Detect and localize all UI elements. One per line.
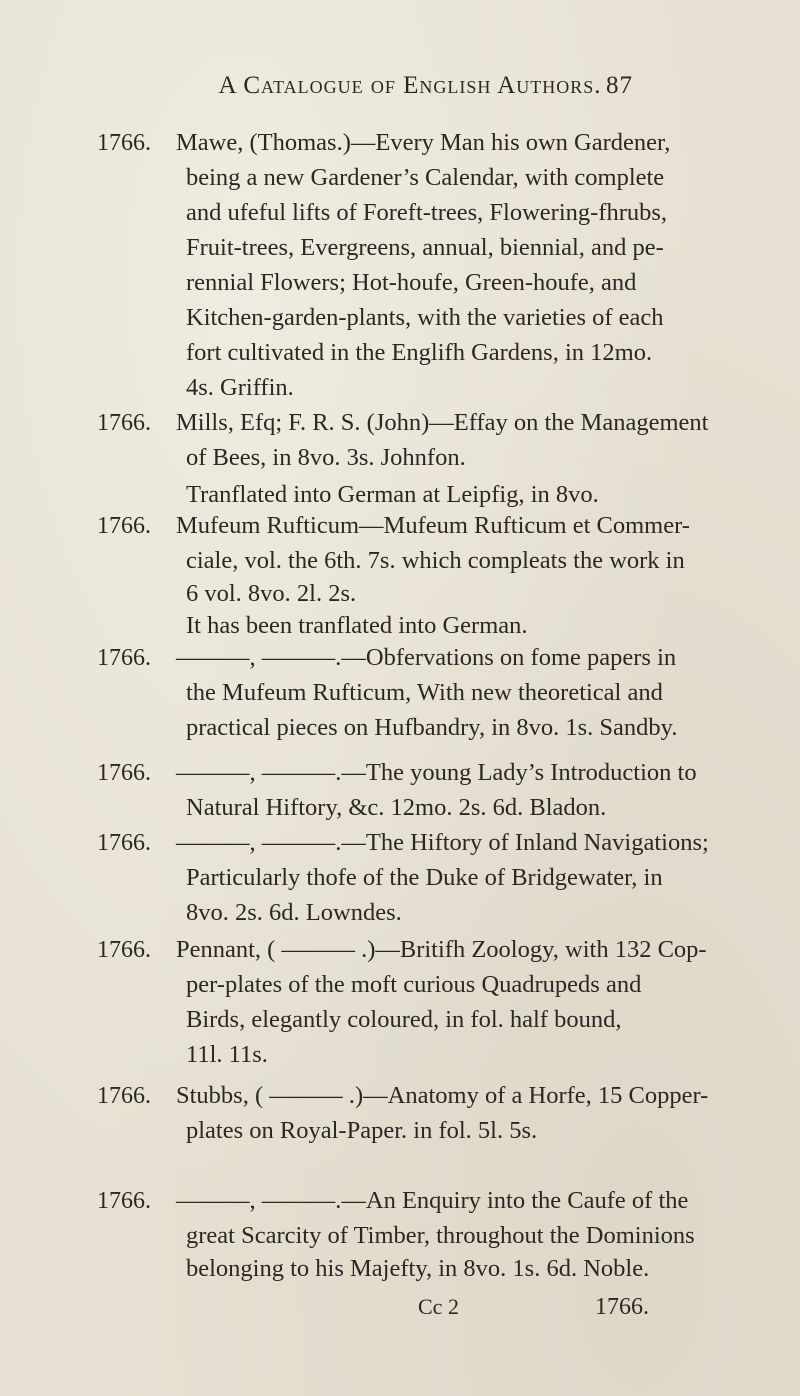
entry-line: ———, ———.—The young Lady’s Introduction to (176, 759, 697, 786)
entry-year: 1766. (97, 937, 151, 963)
entry-line: fort cultivated in the Englifh Gardens, in 12mo. (186, 339, 653, 366)
entry-line: Pennant, ( ——— .)—Britifh Zoology, with 132 Cop- (176, 936, 707, 963)
entry-line: Natural Hiftory, &c. 12mo. 2s. 6d. Bladon. (186, 794, 607, 821)
entry-year: 1766. (97, 1188, 151, 1214)
entry-line: per-plates of the moft curious Quadrupeds and (186, 971, 642, 998)
entry-line: 4s. Griffin. (186, 374, 294, 401)
entry-line: plates on Royal-Paper. in fol. 5l. 5s. (186, 1117, 538, 1144)
entry-line: ———, ———.—Obfervations on fome papers in (176, 644, 677, 671)
entry-line: ———, ———.—The Hiftory of Inland Navigations; (176, 829, 709, 856)
entry-line: and ufeful lifts of Foreft-trees, Flowering-fhrubs, (186, 199, 668, 226)
entry-year: 1766. (97, 760, 151, 786)
entry-line: Fruit-trees, Evergreens, annual, biennial, and pe- (186, 234, 664, 261)
entry-line: practical pieces on Hufbandry, in 8vo. 1s. Sandby. (186, 714, 678, 741)
entry-line: 11l. 11s. (186, 1041, 268, 1068)
running-title: A Catalogue of English Authors. (218, 72, 602, 99)
entry-line: of Bees, in 8vo. 3s. Johnfon. (186, 444, 466, 471)
entry-year: 1766. (97, 513, 151, 539)
entry-line: Mawe, (Thomas.)—Every Man his own Gardener, (176, 129, 671, 156)
page-header (0, 72, 800, 100)
entry-year: 1766. (97, 645, 151, 671)
entry-line: the Mufeum Rufticum, With new theoretical and (186, 679, 663, 706)
entry-line: rennial Flowers; Hot-houfe, Green-houfe, and (186, 269, 637, 296)
entry-line: Stubbs, ( ——— .)—Anatomy of a Horfe, 15 Copper- (176, 1082, 709, 1109)
entry-line: being a new Gardener’s Calendar, with complete (186, 164, 665, 191)
entry-line: ———, ———.—An Enquiry into the Caufe of the (176, 1187, 689, 1214)
entry-year: 1766. (97, 830, 151, 856)
entry-line: Mills, Efq; F. R. S. (John)—Effay on the Management (176, 409, 709, 436)
page-number: 87 (606, 72, 633, 99)
entry-line: It has been tranflated into German. (186, 612, 528, 639)
entry-line: Kitchen-garden-plants, with the varieties of each (186, 304, 664, 331)
entry-line: Birds, elegantly coloured, in fol. half bound, (186, 1006, 622, 1033)
catchword: 1766. (595, 1294, 649, 1320)
entry-line: great Scarcity of Timber, throughout the Dominions (186, 1222, 695, 1249)
entry-year: 1766. (97, 130, 151, 156)
signature-mark: Cc 2 (418, 1294, 459, 1319)
entry-line: ciale, vol. the 6th. 7s. which compleats the work in (186, 547, 685, 574)
entry-line: 8vo. 2s. 6d. Lowndes. (186, 899, 402, 926)
entry-line: Mufeum Rufticum—Mufeum Rufticum et Commer- (176, 512, 690, 539)
entry-line: Tranflated into German at Leipfig, in 8vo. (186, 481, 599, 508)
entry-year: 1766. (97, 410, 151, 436)
entry-year: 1766. (97, 1083, 151, 1109)
entry-line: Particularly thofe of the Duke of Bridgewater, in (186, 864, 663, 891)
entry-line: 6 vol. 8vo. 2l. 2s. (186, 580, 357, 607)
entry-line: belonging to his Majefty, in 8vo. 1s. 6d. Noble. (186, 1255, 650, 1282)
